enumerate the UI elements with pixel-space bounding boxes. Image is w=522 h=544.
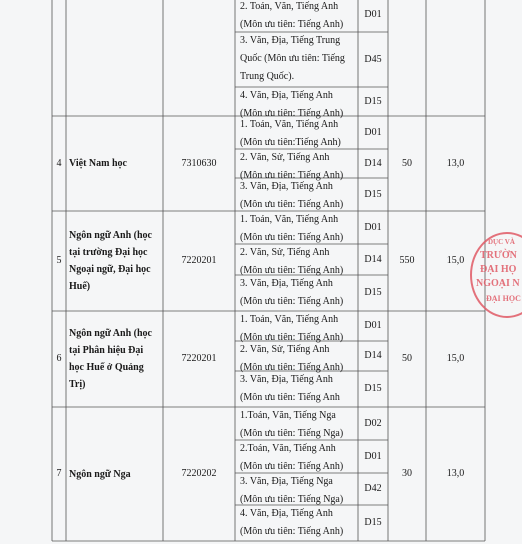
block-code: D14	[364, 350, 382, 361]
row-number: 4	[56, 157, 62, 169]
block-code: D14	[364, 253, 382, 265]
major-code: 7310630	[181, 157, 217, 169]
block-code: D15	[364, 188, 382, 200]
subject-combination: 2. Văn, Sử, Tiếng Anh (Môn ưu tiên: Tiếng Anh)	[240, 152, 344, 181]
block-code: D01	[364, 126, 382, 138]
subject-combination: 2. Toán, Văn, Tiếng Anh (Môn ưu tiên: Tiếng Anh)	[240, 1, 344, 30]
block-code: D15	[364, 287, 382, 298]
major-name: Ngôn ngữ Nga	[69, 468, 131, 480]
subject-combination: 2. Văn, Sử, Tiếng Anh (Môn ưu tiên: Tiếng Anh)	[240, 344, 344, 373]
block-code: D15	[364, 383, 382, 394]
subject-combination: 3. Văn, Địa, Tiếng Anh (Môn ưu tiên: Tiếng Anh	[240, 374, 340, 403]
stamp-line: TRƯỜN	[480, 250, 517, 261]
block-code: D15	[364, 95, 382, 107]
block-code: D01	[364, 221, 382, 233]
row-number: 5	[56, 255, 62, 266]
quota-value: 550	[399, 255, 415, 266]
quota-value: 30	[402, 468, 412, 479]
major-code	[163, 0, 235, 116]
min-score-value: 13,0	[446, 468, 465, 479]
subject-combination: 3. Văn, Địa, Tiếng Anh (Môn ưu tiên: Tiếng Anh)	[240, 181, 344, 210]
min-score-value: 15,0	[446, 353, 465, 364]
major-code: 7220201	[181, 255, 217, 266]
block-code: D02	[364, 417, 382, 429]
block-code: D14	[364, 157, 382, 169]
subject-combination: 1. Toán, Văn, Tiếng Anh (Môn ưu tiên: Tiếng Anh)	[240, 314, 344, 343]
major-code: 7220201	[181, 353, 217, 364]
major-name	[69, 0, 160, 116]
block-code: D42	[364, 483, 382, 494]
stamp-line: ĐẠI HỌC	[486, 294, 521, 303]
subject-combination: 1. Toán, Văn, Tiếng Anh (Môn ưu tiên: Tiếng Anh)	[240, 214, 344, 243]
subject-combination: 3. Văn, Địa, Tiếng Trung Quốc (Môn ưu tiên: Tiếng Trung Quốc).	[240, 35, 345, 82]
block-code: D45	[364, 53, 382, 65]
row-number: 6	[56, 353, 62, 364]
block-code: D01	[364, 320, 382, 331]
row-number	[52, 0, 66, 116]
block-code: D01	[364, 450, 382, 462]
min-score-value: 15,0	[446, 255, 465, 266]
stamp-line: ĐẠI HỌ	[480, 264, 517, 275]
block-code: D01	[364, 9, 382, 20]
subject-combination: 1. Toán, Văn, Tiếng Anh (Môn ưu tiên:Tiếng Anh)	[240, 119, 341, 148]
major-name: Ngôn ngữ Anh (học tại Phân hiệu Đại học Huế ở Quảng Trị)	[69, 328, 152, 390]
quota-value	[388, 0, 426, 116]
block-code: D15	[364, 517, 382, 528]
row-number: 7	[56, 468, 62, 479]
major-code: 7220202	[181, 468, 217, 479]
min-score-value: 13,0	[446, 157, 465, 169]
subject-combination: 1.Toán, Văn, Tiếng Nga (Môn ưu tiên: Tiếng Nga)	[240, 410, 344, 439]
subject-combination: 4. Văn, Địa, Tiếng Anh (Môn ưu tiên: Tiếng Anh)	[240, 90, 344, 119]
subject-combination: 3. Văn, Địa, Tiếng Anh (Môn ưu tiên: Tiếng Anh)	[240, 278, 344, 307]
min-score-value	[426, 0, 485, 116]
major-name: Ngôn ngữ Anh (học tại trường Đại học Ngoại ngữ, Đại học Huế)	[69, 230, 152, 292]
quota-value: 50	[402, 157, 412, 169]
subject-combination: 3. Văn, Địa, Tiếng Nga (Môn ưu tiên: Tiếng Nga)	[240, 476, 344, 505]
subject-combination: 2. Văn, Sử, Tiếng Anh (Môn ưu tiên: Tiếng Anh)	[240, 247, 344, 276]
major-name: Việt Nam học	[69, 158, 127, 169]
quota-value: 50	[402, 353, 412, 364]
stamp-line: NGOẠI N	[476, 278, 520, 289]
stamp-line: DỤC VÀ	[488, 238, 515, 246]
subject-combination: 4. Văn, Địa, Tiếng Anh (Môn ưu tiên: Tiếng Anh)	[240, 508, 344, 537]
subject-combination: 2.Toán, Văn, Tiếng Anh (Môn ưu tiên: Tiếng Anh)	[240, 443, 344, 472]
